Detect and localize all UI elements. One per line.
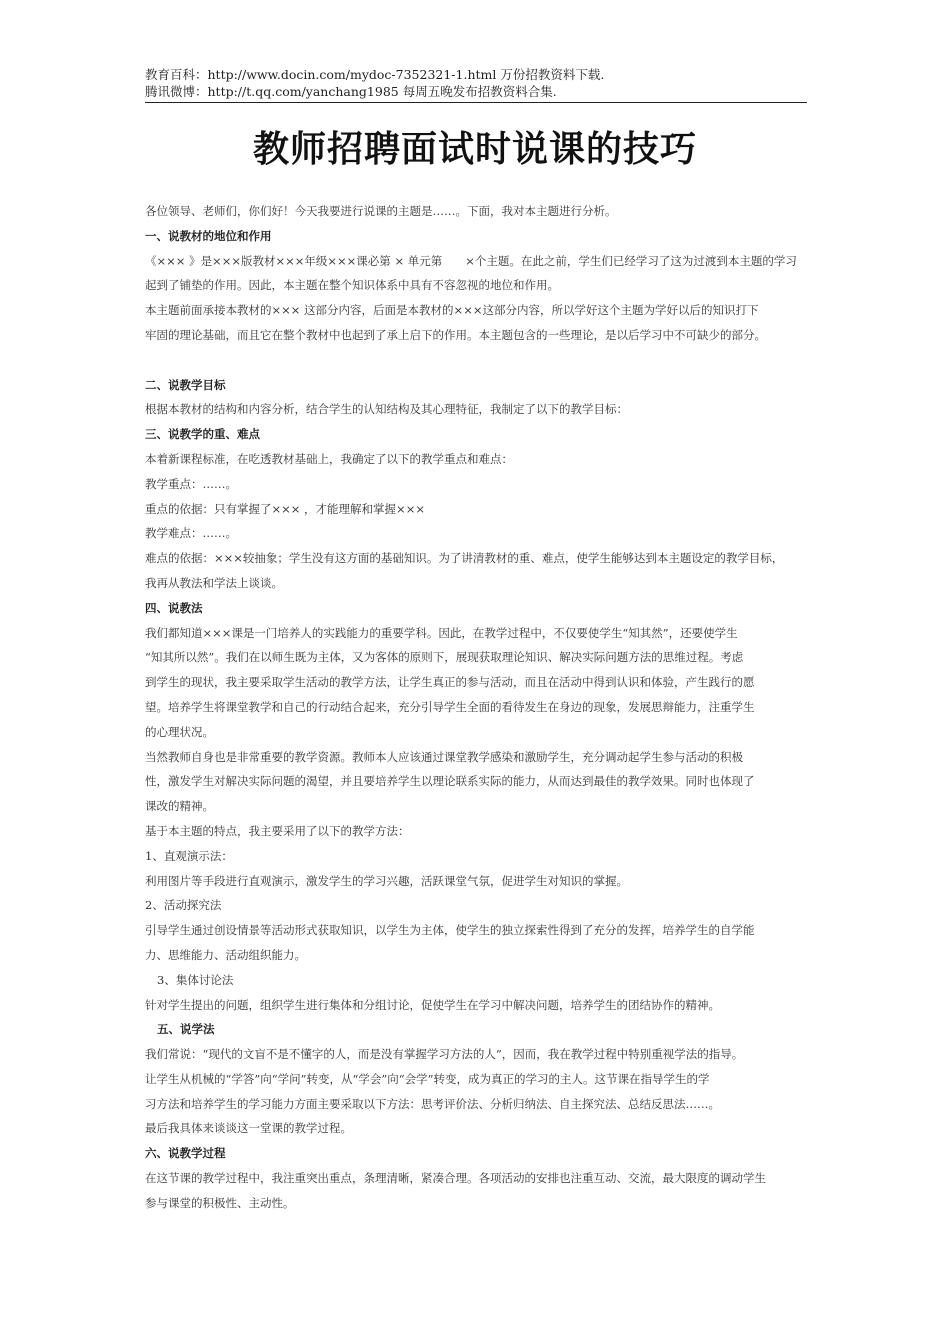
text-line: 我们都知道×××课是一门培养人的实践能力的重要学科。因此，在教学过程中，不仅要使学生“知其然”，还要使学生 (145, 625, 738, 640)
text-line: “知其所以然”。我们在以师生既为主体，又为客体的原则下，展现获取理论知识、解决实际问题方法的思维过程。考虑 (145, 650, 744, 665)
text-line: 当然教师自身也是非常重要的教学资源。教师本人应该通过课堂教学感染和激励学生，充分调动起学生参与活动的积极 (145, 749, 743, 764)
text-line: 起到了铺垫的作用。因此，本主题在整个知识体系中具有不容忽视的地位和作用。 (145, 278, 559, 293)
text-line: 《××× 》是×××版教材×××年级×××课必第 × 单元第 ×个主题。在此之前，学生们已经学习了这为过渡到本主题的学习 (145, 253, 797, 268)
text-line: 我们常说：“现代的文盲不是不懂字的人，而是没有掌握学习方法的人”，因而，我在教学过程中特别重视学法的指导。 (145, 1047, 744, 1062)
section-heading-process: 六、说教学过程 (145, 1146, 226, 1161)
text-line: 课改的精神。 (145, 799, 214, 814)
section-heading-goals: 二、说教学目标 (145, 377, 226, 392)
text-line: 基于本主题的特点，我主要采用了以下的教学方法： (145, 823, 410, 838)
text-line: 牢固的理论基础，而且它在整个教材中也起到了承上启下的作用。本主题包含的一些理论，是以后学习中不可缺少的部分。 (145, 327, 766, 342)
text-line: 习方法和培养学生的学习能力方面主要采取以下方法：思考评价法、分析归纳法、自主探究法、总结反思法……。 (145, 1096, 720, 1111)
list-item-label: 3、集体讨论法 (157, 972, 234, 987)
text-line: 教学重点：……。 (145, 476, 237, 491)
text-line: 在这节课的教学过程中，我注重突出重点，条理清晰，紧凑合理。各项活动的安排也注重互动、交流，最大限度的调动学生 (145, 1171, 766, 1186)
section-heading-learning-method: 五、说学法 (157, 1022, 215, 1037)
list-item-label: 2、活动探究法 (145, 898, 222, 913)
list-item-label: 1、直观演示法： (145, 848, 233, 863)
blank-line (145, 348, 817, 373)
text-line: 到学生的现状，我主要采取学生活动的教学方法，让学生真正的参与活动，而且在活动中得到认识和体验，产生践行的愿 (145, 675, 755, 690)
text-line: 性，激发学生对解决实际问题的渴望，并且要培养学生以理论联系实际的能力，从而达到最佳的教学效果。同时也体现了 (145, 774, 755, 789)
text-line: 引导学生通过创设情景等活动形式获取知识，以学生为主体，使学生的独立探索性得到了充分的发挥，培养学生的自学能 (145, 923, 755, 938)
text-line: 本着新课程标准，在吃透教材基础上，我确定了以下的教学重点和难点： (145, 451, 513, 466)
section-heading-teaching-method: 四、说教法 (145, 600, 203, 615)
section-heading-textbook: 一、说教材的地位和作用 (145, 228, 272, 243)
text-line: 最后我具体来谈谈这一堂课的教学过程。 (145, 1121, 352, 1136)
text-line: 本主题前面承接本教材的××× 这部分内容，后面是本教材的×××这部分内容，所以学好这个主题为学好以后的知识打下 (145, 303, 759, 318)
text-line: 教学难点：……。 (145, 526, 237, 541)
text-line: 利用图片等手段进行直观演示，激发学生的学习兴趣，活跃课堂气氛，促进学生对知识的掌握。 (145, 873, 628, 888)
text-line: 根据本教材的结构和内容分析，结合学生的认知结构及其心理特征，我制定了以下的教学目标： (145, 402, 628, 417)
text-line: 难点的依据：×××较抽象；学生没有这方面的基础知识。为了讲清教材的重、难点，使学生能够达到本主题设定的教学目标， (145, 551, 784, 566)
document-title: 教师招聘面试时说课的技巧 (252, 129, 697, 170)
page-header (145, 66, 807, 103)
document-body (145, 199, 817, 1216)
text-line: 力、思维能力、活动组织能力。 (145, 947, 306, 962)
intro-paragraph: 各位领导、老师们，你们好！今天我要进行说课的主题是……。下面，我对本主题进行分析。 (145, 204, 617, 218)
text-line: 让学生从机械的“学答”向“学问”转变，从“学会”向“会学”转变，成为真正的学习的主人。这节课在指导学生的学 (145, 1071, 710, 1086)
text-line: 我再从教法和学法上谈谈。 (145, 575, 283, 590)
text-line: 重点的依据：只有掌握了××× ，才能理解和掌握××× (145, 501, 425, 516)
text-line: 参与课堂的积极性、主动性。 (145, 1195, 295, 1210)
section-heading-key-points: 三、说教学的重、难点 (145, 427, 260, 442)
text-line: 针对学生提出的问题，组织学生进行集体和分组讨论，促使学生在学习中解决问题，培养学生的团结协作的精神。 (145, 997, 720, 1012)
header-line-weibo: 腾讯微博：http://t.qq.com/yanchang1985 每周五晚发布招教资料合集. (145, 84, 557, 99)
text-line: 的心理状况。 (145, 724, 214, 739)
text-line: 望。培养学生将课堂教学和自己的行动结合起来，充分引导学生全面的看待发生在身边的现象，发展思辩能力，注重学生 (145, 699, 755, 714)
header-line-docin: 教育百科：http://www.docin.com/mydoc-7352321-1.html 万份招教资料下载. (145, 67, 605, 82)
